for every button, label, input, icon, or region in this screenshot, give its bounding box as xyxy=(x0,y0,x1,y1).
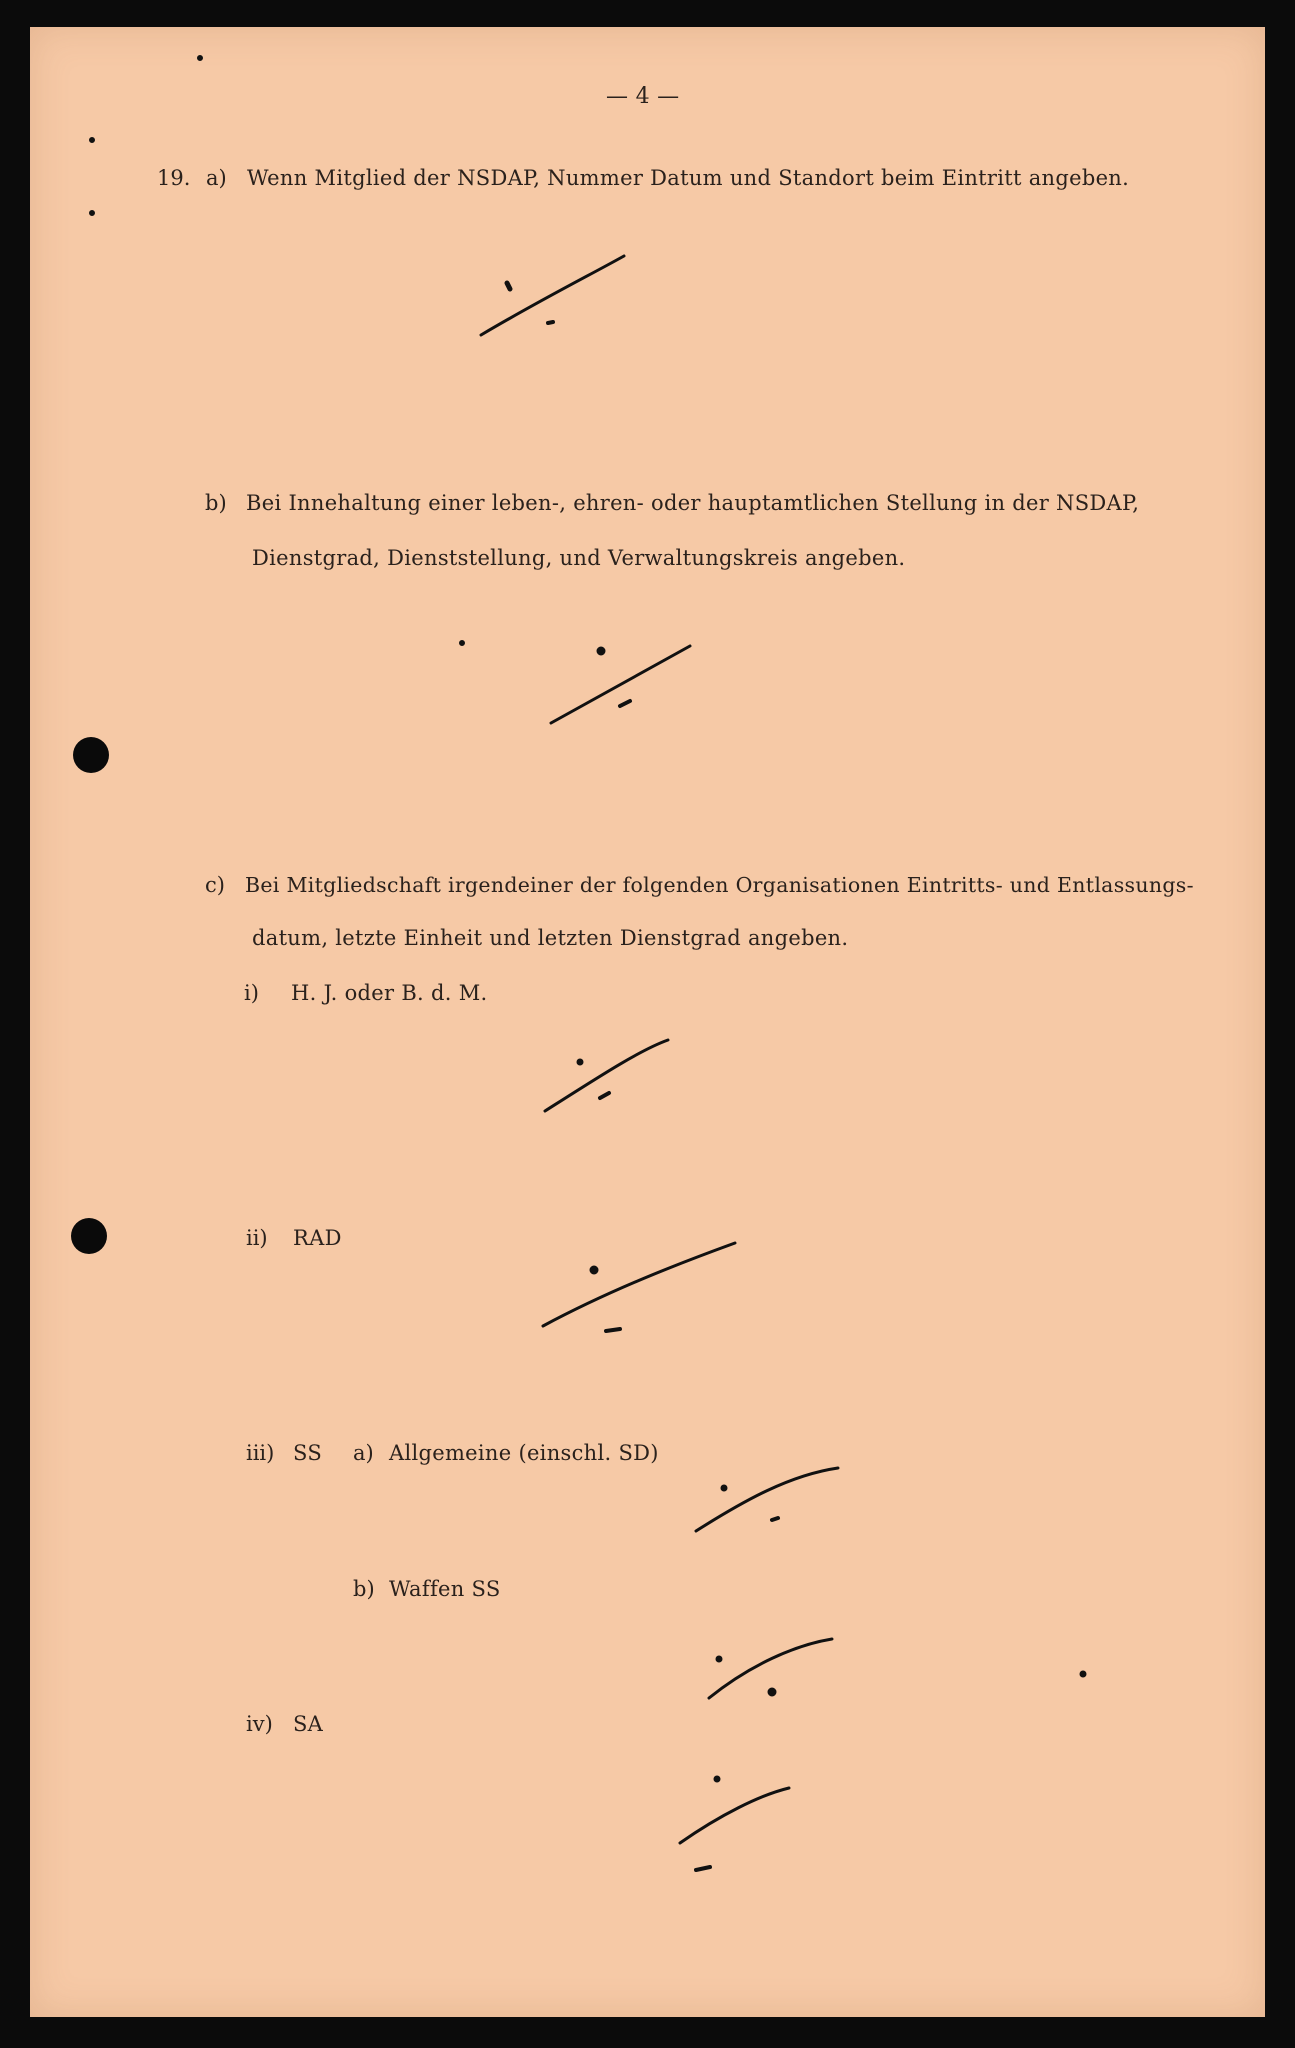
q19c-i-label: i) xyxy=(244,981,259,1005)
q19b-text-line1: Bei Innehaltung einer leben-, ehren- oder hauptamtlichen Stellung in der NSDAP, xyxy=(246,491,1140,515)
q19c-ii-label: ii) xyxy=(246,1226,268,1250)
q19b-text-line2: Dienstgrad, Dienststellung, und Verwaltungskreis angeben. xyxy=(252,546,906,570)
q19c-iii-label: iii) xyxy=(246,1441,275,1465)
punch-hole-lower xyxy=(71,1218,107,1254)
q19c-iii-b-label: b) xyxy=(353,1577,375,1601)
q19c-iii-a-text: Allgemeine (einschl. SD) xyxy=(389,1441,659,1465)
q19c-i-text: H. J. oder B. d. M. xyxy=(291,981,488,1005)
q19a-label: a) xyxy=(206,166,227,190)
q19c-text-line1: Bei Mitgliedschaft irgendeiner der folgenden Organisationen Eintritts- und Entlassungs- xyxy=(245,873,1194,897)
q19c-iii-b-text: Waffen SS xyxy=(389,1577,501,1601)
punch-hole-upper xyxy=(73,737,109,773)
document-page xyxy=(30,27,1265,2017)
q19c-label: c) xyxy=(205,873,225,897)
page-number: — 4 — xyxy=(606,84,680,109)
q19c-iv-text: SA xyxy=(293,1712,324,1736)
question-number: 19. xyxy=(157,166,191,190)
q19c-iv-label: iv) xyxy=(246,1712,273,1736)
q19c-iii-text: SS xyxy=(293,1441,323,1465)
q19c-ii-text: RAD xyxy=(293,1226,342,1250)
q19a-text: Wenn Mitglied der NSDAP, Nummer Datum und Standort beim Eintritt angeben. xyxy=(247,166,1130,190)
q19c-text-line2: datum, letzte Einheit und letzten Dienstgrad angeben. xyxy=(252,926,849,950)
q19b-label: b) xyxy=(205,491,227,515)
q19c-iii-a-label: a) xyxy=(353,1441,374,1465)
